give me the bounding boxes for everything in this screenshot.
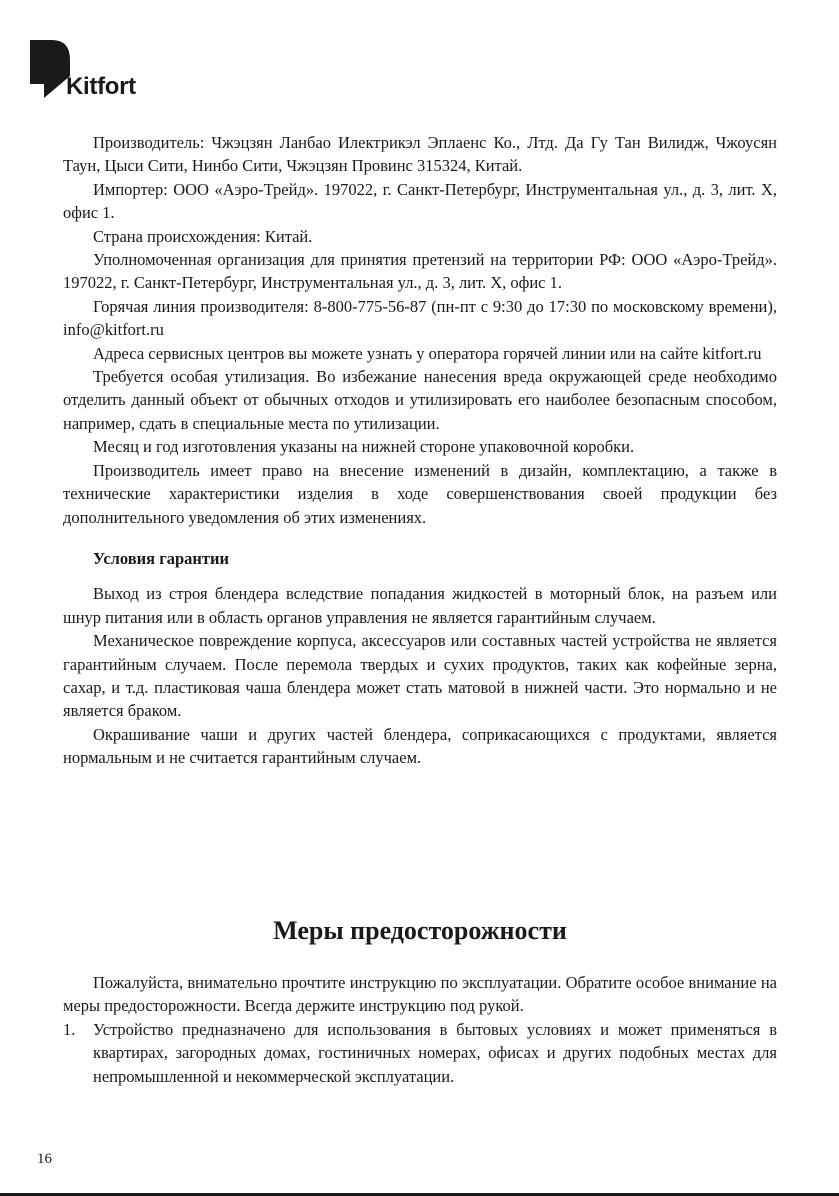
disposal-paragraph: Требуется особая утилизация. Во избежание нанесения вреда окружающей среде необходимо отделить данный объект от обычных отходов и утилизировать его наиболее безопасным способом, например, сдать в специальные места по утилизации. — [63, 367, 777, 433]
service-centers-paragraph: Адреса сервисных центров вы можете узнать у оператора горячей линии или на сайте kitfort.ru — [93, 343, 762, 363]
info-section — [63, 131, 777, 770]
origin-paragraph: Страна происхождения: Китай. — [93, 226, 313, 246]
safety-section — [63, 971, 777, 1088]
warranty-paragraph: Выход из строя блендера вследствие попадания жидкостей в моторный блок, на разъем или шнур питания или в область органов управления не является гарантийным случаем. — [63, 584, 777, 627]
warranty-paragraph: Окрашивание чаши и других частей блендера, соприкасающихся с продуктами, является нормальным и не считается гарантийным случаем. — [63, 724, 777, 768]
logo-text: Kitfort — [66, 73, 136, 100]
safety-list — [63, 1018, 777, 1088]
kitfort-logo — [30, 40, 150, 100]
safety-intro: Пожалуйста, внимательно прочтите инструкцию по эксплуатации. Обратите особое внимание на меры предосторожности. Всегда держите инструкцию под рукой. — [63, 973, 777, 1016]
hotline-paragraph: Горячая линия производителя: 8-800-775-56-87 (пн-пт с 9:30 до 17:30 по московскому времени), info@kitfort.ru — [63, 296, 777, 340]
warranty-paragraph: Механическое повреждение корпуса, аксессуаров или составных частей устройства не является гарантийным случаем. После перемола твердых и сухих продуктов, таких как кофейные зерна, сахар, и т.д. пластиковая чаша блендера может стать матовой в нижней части. Это нормально и не является браком. — [63, 631, 777, 721]
safety-heading: Меры предосторожности — [273, 916, 567, 945]
warranty-title: Условия гарантии — [93, 548, 230, 568]
manufacture-date-paragraph: Месяц и год изготовления указаны на нижней стороне упаковочной коробки. — [93, 437, 635, 457]
claims-org-paragraph: Уполномоченная организация для принятия претензий на территории РФ: ООО «Аэро-Трейд». 197022, г. Санкт-Петербург, Инструментальная ул., д. 3, лит. Х, офис 1. — [63, 250, 777, 293]
list-item — [63, 1018, 777, 1088]
list-item-number: 1. — [63, 1019, 76, 1039]
changes-paragraph: Производитель имеет право на внесение изменений в дизайн, комплектацию, а также в технические характеристики изделия в ходе совершенствования своей продукции без дополнительного уведомления об этих изменениях. — [63, 460, 777, 527]
list-item-text: Устройство предназначено для использования в бытовых условиях и может применяться в квартирах, загородных домах, гостиничных номерах, офисах и других подобных местах для непромышленной и некоммерческой эксплуатации. — [93, 1019, 777, 1086]
manufacturer-paragraph: Производитель: Чжэцзян Ланбао Илектрикэл Эплаенс Ко., Лтд. Да Гу Тан Вилидж, Чжоусян Таун, Цыси Сити, Нинбо Сити, Чжэцзян Провинс 315324, Китай. — [63, 133, 777, 176]
importer-paragraph: Импортер: ООО «Аэро-Трейд». 197022, г. Санкт-Петербург, Инструментальная ул., д. 3, лит. Х, офис 1. — [63, 179, 777, 223]
page-number: 16 — [37, 1151, 52, 1167]
